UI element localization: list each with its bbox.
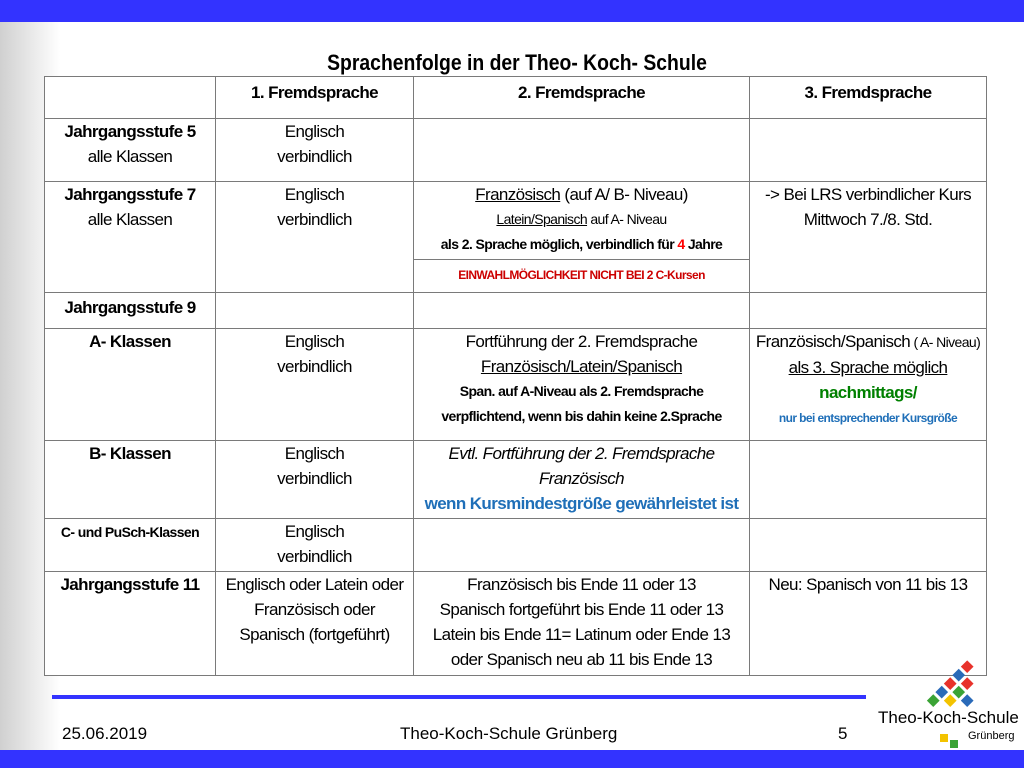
row-b-klassen [45, 441, 987, 519]
header-first-language: 1. Fremdsprache [216, 77, 414, 119]
logo-square [950, 740, 958, 748]
logo-square [927, 694, 940, 707]
empty-cell [414, 519, 750, 572]
row-label-cell: Jahrgangsstufe 5 alle Klassen [45, 119, 216, 182]
header-third-language: 3. Fremdsprache [750, 77, 987, 119]
warning-cell: EINWAHLMÖGLICHKEIT NICHT BEI 2 C-Kursen [414, 260, 750, 293]
logo-square [944, 694, 957, 707]
footer-date: 25.06.2019 [62, 724, 148, 743]
first-language-cell: Englisch oder Latein oder Französisch oder Spanisch (fortgeführt) [216, 572, 414, 676]
logo-square [952, 686, 965, 699]
row-jahrgang-5 [45, 119, 987, 182]
third-language-cell: -> Bei LRS verbindlicher Kurs Mittwoch 7./8. Std. [750, 182, 987, 293]
row-c-pusch-klassen [45, 519, 987, 572]
row-label-cell: Jahrgangsstufe 9 [45, 293, 216, 329]
logo-school-name: Theo-Koch-Schule [878, 708, 1019, 727]
header-second-language: 2. Fremdsprache [414, 77, 750, 119]
empty-cell [750, 441, 987, 519]
language-table [44, 76, 987, 676]
row-jahrgang-7 [45, 182, 987, 260]
header-row [45, 77, 987, 119]
empty-cell [750, 293, 987, 329]
empty-cell [414, 119, 750, 182]
slide-number: 5 [838, 724, 848, 743]
footer-school-name: Theo-Koch-Schule Grünberg [400, 724, 618, 743]
first-language-cell: Englisch verbindlich [216, 119, 414, 182]
empty-cell [216, 293, 414, 329]
first-language-cell: Englisch verbindlich [216, 519, 414, 572]
row-jahrgang-11 [45, 572, 987, 676]
first-language-cell: Englisch verbindlich [216, 441, 414, 519]
top-accent-bar [0, 0, 1024, 22]
second-language-cell: Französisch (auf A/ B- Niveau) Latein/Spanisch auf A- Niveau als 2. Sprache möglich, verbindlich für 4 Jahre [414, 182, 750, 260]
row-label-cell: A- Klassen [45, 329, 216, 441]
row-label-cell: Jahrgangsstufe 11 [45, 572, 216, 676]
third-language-cell: Französisch/Spanisch ( A- Niveau) als 3. Sprache möglich nachmittags/ nur bei entsprechender Kursgröße [750, 329, 987, 441]
logo-square [961, 660, 974, 673]
logo-square [961, 694, 974, 707]
logo-square [940, 734, 948, 742]
logo-town: Grünberg [968, 730, 1015, 742]
logo-square [952, 669, 965, 682]
logo-square [944, 677, 957, 690]
logo-square [935, 686, 948, 699]
empty-cell [750, 519, 987, 572]
row-label-cell: C- und PuSch-Klassen [45, 519, 216, 572]
logo-square [961, 677, 974, 690]
bottom-accent-bar [0, 750, 1024, 768]
row-label-cell: Jahrgangsstufe 7 alle Klassen [45, 182, 216, 293]
empty-cell [414, 293, 750, 329]
header-empty-cell [45, 77, 216, 119]
first-language-cell: Englisch verbindlich [216, 329, 414, 441]
second-language-cell: Französisch bis Ende 11 oder 13 Spanisch fortgeführt bis Ende 11 oder 13 Latein bis Ende 11= Latinum oder Ende 13 oder Spanisch neu ab 11 bis Ende 13 [414, 572, 750, 676]
row-label-cell: B- Klassen [45, 441, 216, 519]
second-language-cell: Evtl. Fortführung der 2. Fremdsprache Französisch wenn Kursmindestgröße gewährleistet ist [414, 441, 750, 519]
second-language-cell: Fortführung der 2. Fremdsprache Französisch/Latein/Spanisch Span. auf A-Niveau als 2. Fremdsprache verpflichtend, wenn bis dahin keine 2.Sprache [414, 329, 750, 441]
third-language-cell: Neu: Spanisch von 11 bis 13 [750, 572, 987, 676]
row-a-klassen [45, 329, 987, 441]
slide-title: Sprachenfolge in der Theo- Koch- Schule [327, 50, 707, 75]
first-language-cell: Englisch verbindlich [216, 182, 414, 293]
row-jahrgang-9 [45, 293, 987, 329]
footer-divider [52, 695, 866, 699]
empty-cell [750, 119, 987, 182]
